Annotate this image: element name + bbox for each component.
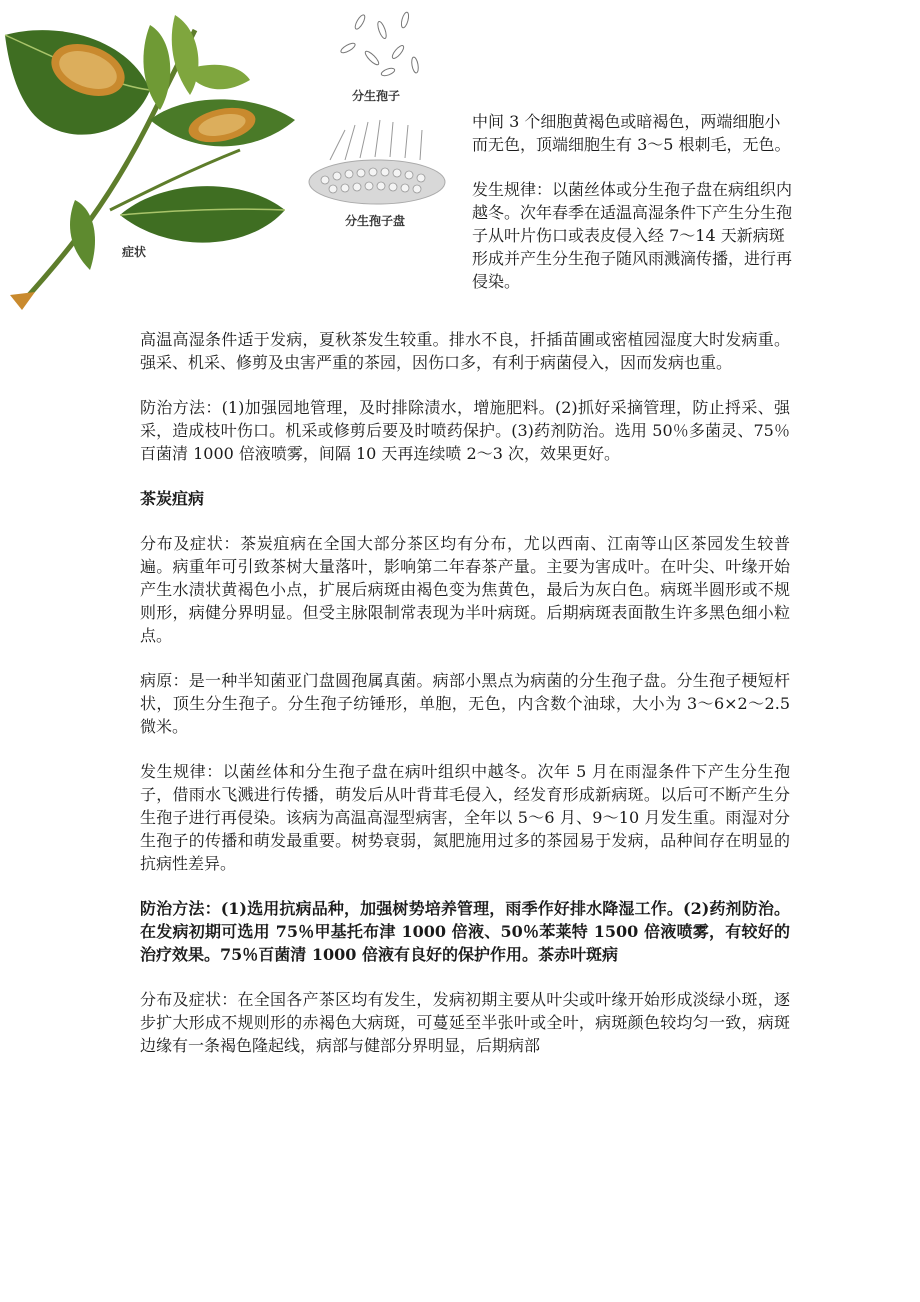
continuation-paragraph: 高温高湿条件适于发病，夏秋茶发生较重。排水不良，扦插苗圃或密植园湿度大时发病重。强采、机采、修剪及虫害严重的茶园，因伤口多，有利于病菌侵入，因而发病也重。 [140,330,790,372]
intro-paragraph-2: 发生规律：以菌丝体或分生孢子盘在病组织内越冬。次年春季在适温高湿条件下产生分生孢子从叶片伤口或表皮侵入经 7～14 天新病斑形成并产生分生孢子随风雨溅滴传播，进行再侵染。 [472,180,793,291]
tea-disease-illustration [0,0,470,330]
control-paragraph-2: 防治方法：(1)选用抗病品种，加强树势培养管理，雨季作好排水降湿工作。(2)药剂防治。在发病初期可选用 75％甲基托布津 1000 倍液、50％苯莱特 1500 倍液喷雾，有较好的治疗效果。75％百菌清 1000 倍液有良好的保护作用。茶赤叶斑病 [140,899,790,964]
pathogen-paragraph: 病原：是一种半知菌亚门盘圆孢属真菌。病部小黑点为病菌的分生孢子盘。分生孢子梗短杆状，顶生分生孢子。分生孢子纺锤形，单胞，无色，内含数个油球，大小为 3～6×2～2.5 微米。 [140,671,790,736]
intro-paragraph-1: 中间 3 个细胞黄褐色或暗褐色，两端细胞小而无色，顶端细胞生有 3～5 根刺毛，无色。 [472,112,791,154]
main-text [140,328,790,1079]
intro-text-column [472,110,792,315]
occurrence-paragraph: 发生规律：以菌丝体和分生孢子盘在病叶组织中越冬。次年 5 月在雨湿条件下产生分生孢子，借雨水飞溅进行传播，萌发后从叶背茸毛侵入，经发育形成新病斑。以后可不断产生分生孢子进行再侵染。该病为高温高湿型病害，全年以 5～6 月、9～10 月发生重。雨湿对分生孢子的传播和萌发最重要。树势衰弱，氮肥施用过多的茶园易于发病，品种间存在明显的抗病性差异。 [140,762,790,873]
illustration-svg [0,0,470,330]
control-paragraph-1: 防治方法：(1)加强园地管理，及时排除渍水，增施肥料。(2)抓好采摘管理，防止捋采、强采，造成枝叶伤口。机采或修剪后要及时喷药保护。(3)药剂防治。选用 50％多菌灵、75％百菌清 1000 倍液喷雾，间隔 10 天再连续喷 2～3 次，效果更好。 [140,398,790,463]
spore-label: 分生孢子 [352,89,401,103]
section-heading-anthracnose: 茶炭疽病 [140,489,205,508]
acervulus-label: 分生孢子盘 [345,214,406,228]
symptom-label: 症状 [122,245,147,259]
distribution-paragraph-2: 分布及症状：在全国各产茶区均有发生，发病初期主要从叶尖或叶缘开始形成淡绿小斑，逐步扩大形成不规则形的赤褐色大病斑，可蔓延至半张叶或全叶，病斑颜色较均匀一致，病斑边缘有一条褐色隆起线，病部与健部分界明显，后期病部 [140,990,790,1055]
distribution-paragraph: 分布及症状：茶炭疽病在全国大部分茶区均有分布，尤以西南、江南等山区茶园发生较普遍。病重年可引致茶树大量落叶，影响第二年春茶产量。主要为害成叶。在叶尖、叶缘开始产生水渍状黄褐色小点，扩展后病斑由褐色变为焦黄色，最后为灰白色。病斑半圆形或不规则形，病健分界明显。但受主脉限制常表现为半叶病斑。后期病斑表面散生许多黑色细小粒点。 [140,534,790,645]
